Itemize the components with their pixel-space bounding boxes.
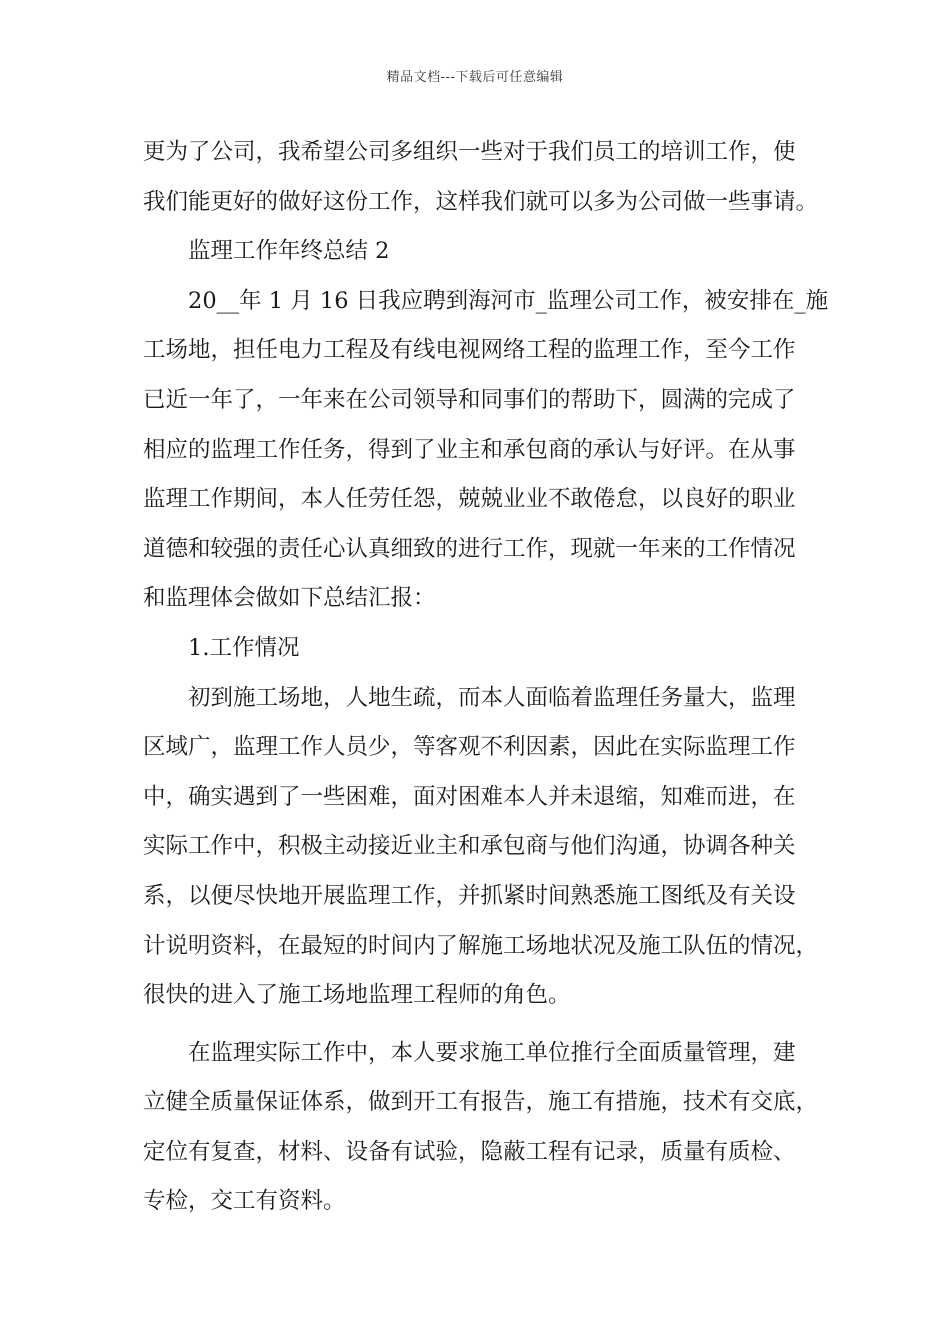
page-header: 精品文档---下载后可任意编辑 [386, 70, 564, 85]
paragraph-line: 实际工作中，积极主动接近业主和承包商与他们沟通，协调各种关 [143, 833, 796, 860]
paragraph-line: 立健全质量保证体系，做到开工有报告，施工有措施，技术有交底， [143, 1089, 819, 1116]
paragraph-line: 监理工作期间，本人任劳任怨，兢兢业业不敢倦怠，以良好的职业 [143, 486, 796, 513]
paragraph-line: 初到施工场地，人地生疏，而本人面临着监理任务量大，监理 [188, 684, 796, 711]
paragraph-line: 我们能更好的做好这份工作，这样我们就可以多为公司做一些事请。 [143, 188, 819, 215]
paragraph-line: 中，确实遇到了一些困难，面对困难本人并未退缩，知难而进，在 [143, 783, 796, 810]
paragraph-line: 在监理实际工作中，本人要求施工单位推行全面质量管理，建 [188, 1039, 796, 1066]
section-heading: 监理工作年终总结 2 [188, 238, 390, 265]
paragraph-line: 相应的监理工作任务，得到了业主和承包商的承认与好评。在从事 [143, 436, 796, 463]
paragraph-line: 定位有复查，材料、设备有试验，隐蔽工程有记录，质量有质检、 [143, 1138, 796, 1165]
paragraph-line: 20__年 1 月 16 日我应聘到海河市_监理公司工作，被安排在_施 [188, 287, 829, 314]
paragraph-line: 更为了公司，我希望公司多组织一些对于我们员工的培训工作，使 [143, 139, 796, 165]
paragraph-line: 区域广，监理工作人员少，等客观不利因素，因此在实际监理工作 [143, 734, 796, 761]
paragraph-line: 系，以便尽快地开展监理工作，并抓紧时间熟悉施工图纸及有关设 [143, 882, 796, 909]
document-body [143, 128, 829, 1227]
paragraph-line: 道德和较强的责任心认真细致的进行工作，现就一年来的工作情况 [143, 535, 796, 562]
paragraph-line: 计说明资料，在最短的时间内了解施工场地状况及施工队伍的情况， [143, 932, 819, 959]
paragraph-line: 工场地，担任电力工程及有线电视网络工程的监理工作，至今工作 [143, 337, 796, 364]
paragraph-line: 专检，交工有资料。 [143, 1188, 346, 1215]
subsection-heading: 1.工作情况 [188, 634, 300, 661]
paragraph-line: 和监理体会做如下总结汇报： [143, 585, 436, 612]
paragraph-gap [143, 1021, 823, 1029]
paragraph-line: 很快的进入了施工场地监理工程师的角色。 [143, 982, 571, 1009]
paragraph-line: 已近一年了，一年来在公司领导和同事们的帮助下，圆满的完成了 [143, 386, 796, 413]
